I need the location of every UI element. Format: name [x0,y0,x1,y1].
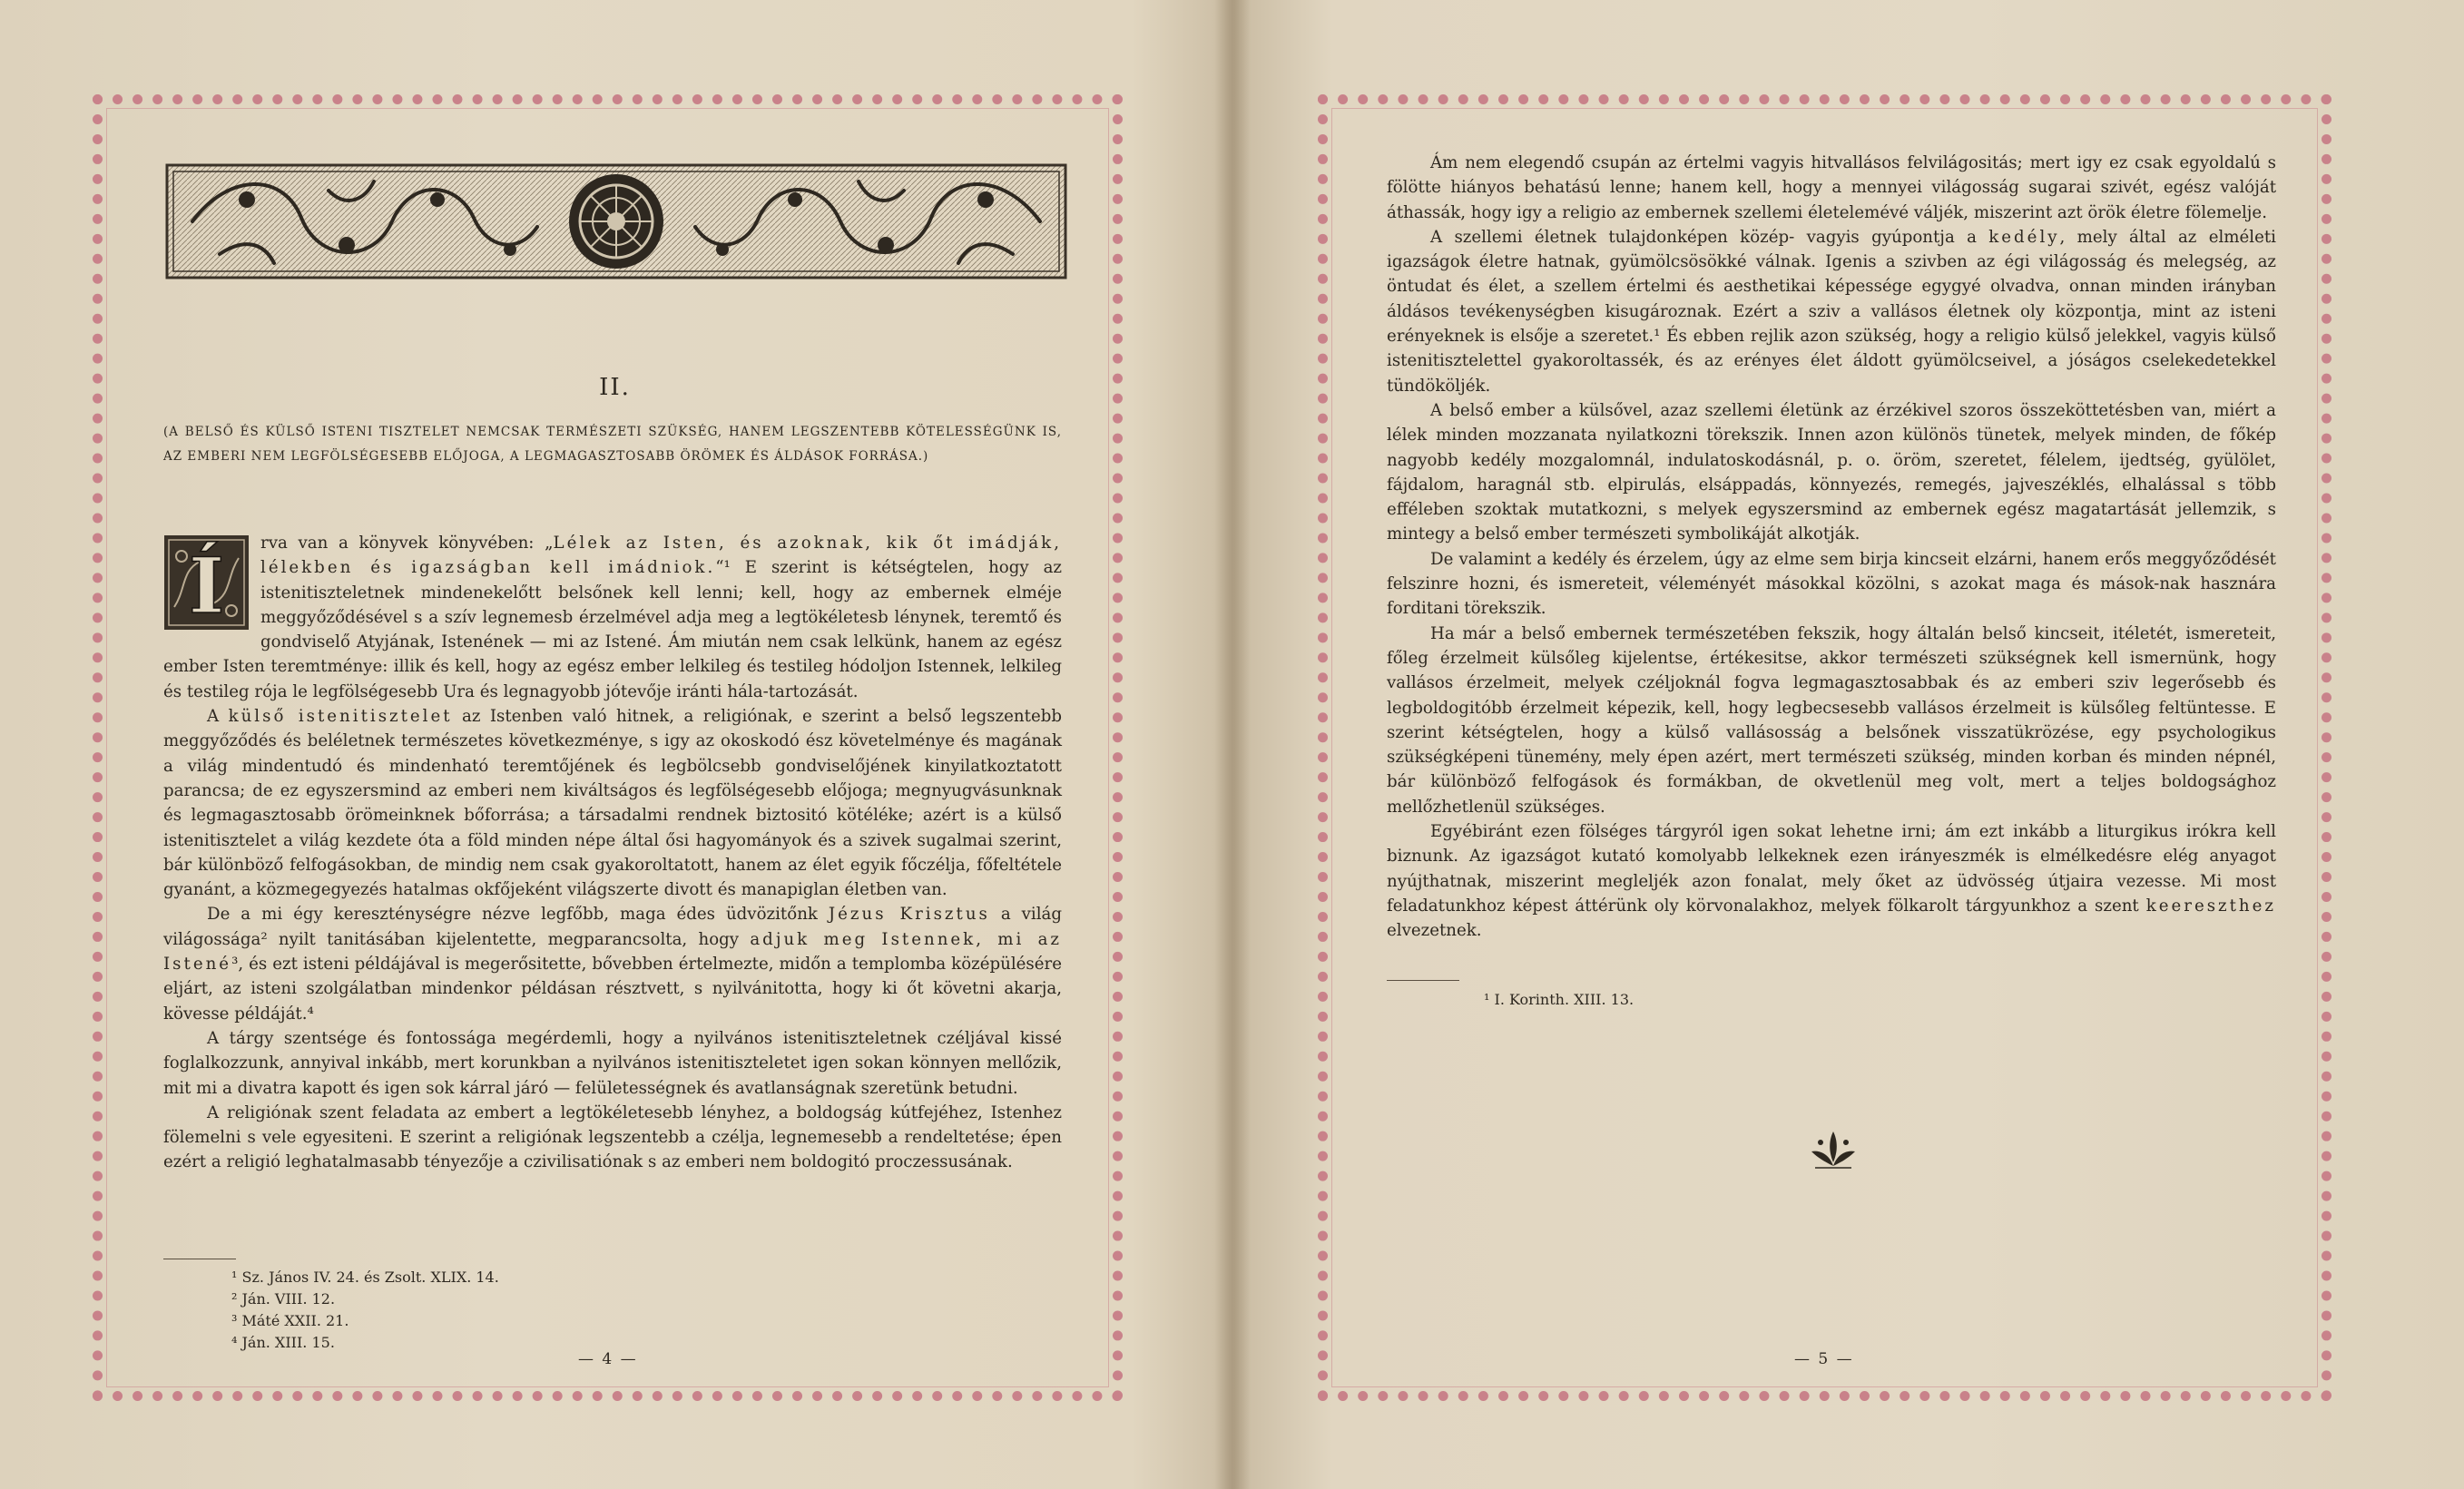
text-run: De a mi égy kereszténységre nézve legfőbb, maga édes üdvözitőnk [207,905,829,925]
ornamental-headpiece [165,163,1067,279]
text-run: Ám nem elegendő csupán az értelmi vagyis hitvallásos felvilágositás; mert igy ez csak egyoldalú s fölötte hiányos behatású lenne; hanem kell, hogy a mennyei világosság sugarai szivét, egész valóját áthassák, hogy igy a religio az embernek szellemi életelemévé váljék, miszerint azt örök életre fölemelje. [1387,153,2276,222]
text-run: a világ világossága² nyilt tanitásában kijelentette, megparancsolta, hogy [163,905,1062,949]
text-run: A tárgy szentsége és fontossága megérdemli, hogy a nyilvános istenitiszteletnek czéljával kissé foglalkozzunk, annyival inkább, mert korunkban a nyilvános istenitiszteletet igen sokan könnyen mellőzik, mit mi a divatra kapott és igen sok kárral járó — felületességnek és avatlanságnak szeretünk betudni. [163,1028,1062,1098]
paragraph [1387,819,2276,943]
spaced-emphasis: Jézus Krisztus [828,905,990,925]
text-run: Egyébiránt ezen fölséges tárgyról igen sokat lehetne irni; ám ezt inkább a liturgikus irókra kell biznunk. Az igazságot kutató komolyabb lelkeknek ezen irányeszmék is elmélkedésre elég anyagot nyújthatnak, miszerint megleljék azon fonalat, mely őket az üdvösség útjaira vezesse. Mi most feladatunkhoz képest áttérünk oly körvonalakhoz, melyek fölkarolt tárgyunkhoz a szent [1387,822,2276,916]
spaced-emphasis: külső istenitisztelet [228,707,453,727]
chapter-number: II. [599,374,631,401]
footnote: ² Ján. VIII. 12. [231,1290,336,1308]
spaced-emphasis: Lélek az Isten, és azoknak, kik őt imádják, lélekben és igazságban kell imádniok. [260,534,1062,578]
text-run: , mely által az elméleti igazságok életre hatnak, gyümölcsösökké válnak. Igenis a szivben az égi világosság és melegség, az öntudat és élet, a szellem értelmi és aesthetikai képessége egygyé olvadva, onnan minden irányban áldásos tevékenységben kisugároznak. Ezért a sziv a vallásos életnek oly központja, mint az isteni erényeknek is elsője a szeretet.¹ És ebben rejlik azon szükség, hogy a religio külső jelekkel, vagyis külső istenitisztelettel gyakoroltassék, és az erényes élet áldott gyümölcseivel, a jóságos cselekedetekkel tündököljék. [1387,227,2276,396]
paragraph [1387,547,2276,622]
drop-cap-initial [163,534,250,631]
right-page-number: — 5 — [1794,1350,1854,1368]
book-gutter [1214,0,1251,1489]
text-run: A belső ember a külsővel, azaz szellemi életünk az érzékivel szoros összeköttetésben van, miért a lélek minden mozzanata nyilatkozni törekszik. Innen azon különös tünetek, melyek minden, de főkép nagyobb kedély mozgalomnál, indulatoskodásnál, p. o. öröm, szeretet, félelem, ijedtség, gyülölet, fájdalom, haragnál stb. elpirulás, elsáppadás, könnyezés, remegés, jajveszéklés, elhalással s több efféleben szoktak mutatkozni, s melyek egyszersmind az embernek egész magatartását jellemzik, s mintegy a belső ember természeti symbolikáját alkotják. [1387,400,2276,544]
paragraph [163,1101,1062,1175]
text-run: De valamint a kedély és érzelem, úgy az elme sem birja kincseit elzárni, hanem erős meggyőződését felszinre hozni, és ismereteit, véleményét másokkal közölni, s azokat maga és mások-nak hasznára forditani törekszik. [1387,549,2276,619]
text-run: “¹ E szerint is kétségtelen, hogy az istenitiszteletnek mindenekelőtt belsőnek kell lenni; kell, hogy az embernek elméje meggyőződésével s a szív legnemesb érzelmével adja meg a legtökéletesb lénynek, teremtő és gondviselő Atyjának, Istenének — mi az Istené. Ám miután nem csak lelkünk, hanem az egész ember Isten teremtménye: illik és kell, hogy az egész ember lelkileg és testileg hódoljon Istennek, lelkileg és testileg rója le legfölségesebb Ura és legnagyobb jótevője iránti hála-tartozását. [163,558,1062,701]
text-run: elvezetnek. [1387,921,1482,941]
paragraph [1387,151,2276,225]
left-body-text [163,531,1062,1175]
text-run: az Istenben való hitnek, a religiónak, e szerint a belső legszentebb meggyőződés és beléletnek természetes következménye, s igy az okoskodó ész követelménye és magának a világ mindentudó és mindenható teremtőjének és legbölcsebb gondviselőjének kinyilatkoztatott parancsa; de ez egyszersmind az emberi nem kiváltságos és legfölségesebb előjoga; megnyugvásunknak és legmagasztosabb örömeinknek bőforrása; a társadalmi rendnek biztositó kötéléke; azért is a külső istenitisztelet a világ kezdete óta a föld minden népe által ősi hagyományok és a szivek sugalmai szerint, bár különböző felfogásokban, de mindig nem csak gyakoroltatott, hanem az élet egyik főczélja, főfeltétele gyanánt, a közmegegyezés hatalmas okfőjeként világszerte divott és manapiglan életben van. [163,707,1063,900]
text-run: A szellemi életnek tulajdonképen közép- vagyis gyúpontja a [1430,227,1989,247]
left-footnotes [231,1267,499,1354]
paragraph [163,704,1062,902]
right-body-text [1387,151,2276,944]
right-footnote-rule [1387,980,1459,981]
footnote: ¹ I. Korinth. XIII. 13. [1484,991,1634,1008]
footnote: ³ Máté XXII. 21. [231,1312,349,1329]
right-footnotes [1484,989,1634,1011]
fleuron-ornament [1806,1130,1860,1171]
text-run: rva van a könyvek könyvében: „ [260,534,554,553]
paragraph [163,531,1062,704]
text-run: ³, és ezt isteni példájával is megerősitette, bővebben értelmezte, midőn a templomba középülésére eljárt, az isteni szolgálatban mindenkor példásan résztvett, s nyilvánitotta, hogy ki őt követni akarja, kövesse példáját.⁴ [163,955,1062,1024]
chapter-subtitle: (A BELSŐ ÉS KÜLSŐ ISTENI TISZTELET NEMCSAK TERMÉSZETI SZÜKSÉG, HANEM LEGSZENTEBB KÖTELESSÉGÜNK IS, AZ EMBERI NEM LEGFÖLSÉGESEBB ELŐJOGA, A LEGMAGASZTOSABB ÖRÖMEK ÉS ÁLDÁSOK FORRÁSA.) [163,425,1062,464]
text-run: A religiónak szent feladata az embert a legtökéletesebb lényhez, a boldogság kútfejéhez, Istenhez fölemelni s vele egyesiteni. E szerint a religiónak legszentebb a czélja, legnemesebb a rendeltetése; épen ezért a religió leghatalmasabb tényezője a czivilisatiónak s az emberi nem boldogitó proczessusának. [163,1102,1062,1172]
paragraph [163,1026,1062,1101]
paragraph [1387,398,2276,547]
left-page-number: — 4 — [578,1350,638,1368]
text-run: A [207,707,229,727]
paragraph [1387,225,2276,398]
spaced-emphasis: kedély [1988,227,2060,247]
spaced-emphasis: adjuk meg Istennek, mi az Istené [163,929,1062,975]
drop-cap-letter: Í [188,541,225,631]
footnote: ⁴ Ján. XIII. 15. [231,1334,335,1351]
paragraph [1387,622,2276,819]
footnote: ¹ Sz. János IV. 24. és Zsolt. XLIX. 14. [231,1269,499,1286]
text-run: Ha már a belső embernek természetében fekszik, hogy általán belső kincseit, itéletét, ismereteit, főleg érzelmeit külsőleg kijelentse, értékesitse, akkor természeti szükségnek kell ismernünk, hogy vallásos érzelmeit, melyek czéljoknál fogva legmagasztosabbak és az emberi sziv legerősebb és legboldogitóbb érzelmeit képezik, kell, hogy legbecsesebb vallásos érzelmeit is külsőleg feltüntesse. E szerint kétségtelen, hogy a külső vallásosság a belsőnek visszatükrözése, egy psychologikus szükségképeni tünemény, mely épen azért, mert természeti szükség, minden korban és minden népnél, bár különböző felfogások és formákban, de okvetlenül meg volt, mert a teljes boldogsághoz mellőzhetlenül szükséges. [1387,623,2276,817]
spaced-emphasis: keereszthez [2145,896,2276,916]
paragraph [163,902,1062,1025]
